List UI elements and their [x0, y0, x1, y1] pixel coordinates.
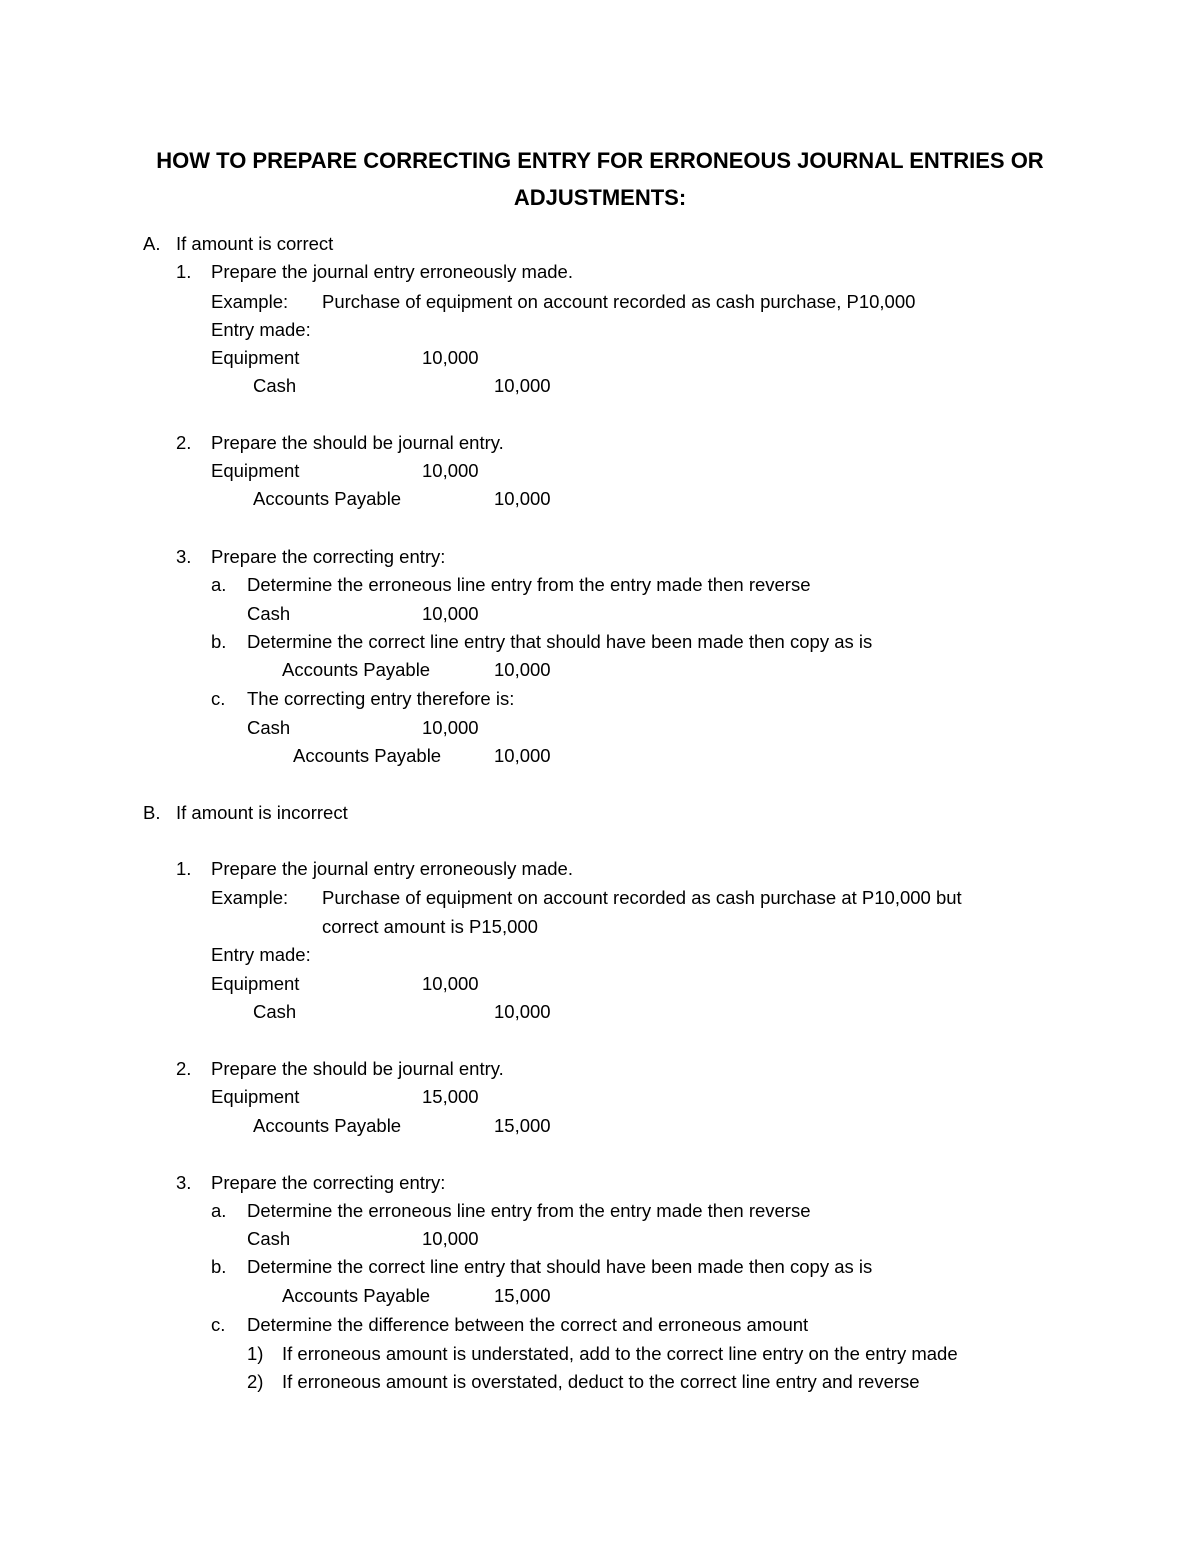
- b2-line2-credit: 15,000: [494, 1115, 551, 1136]
- a2-line2-account: Accounts Payable: [253, 488, 402, 509]
- a-step2-number: 2.: [176, 432, 192, 453]
- b3c-text: Determine the difference between the correct and erroneous amount: [247, 1314, 809, 1335]
- b1-line2-account: Cash: [253, 1001, 297, 1022]
- b3a-marker: a.: [211, 1200, 227, 1221]
- b3a-account: Cash: [247, 1228, 291, 1249]
- section-a-heading: If amount is correct: [176, 233, 334, 254]
- a-example-label: Example:: [211, 291, 289, 312]
- a3a-amount: 10,000: [422, 603, 479, 624]
- a-step2-text: Prepare the should be journal entry.: [211, 432, 504, 453]
- b-example-text-2: correct amount is P15,000: [322, 916, 538, 937]
- b3b-marker: b.: [211, 1256, 227, 1277]
- a3c-text: The correcting entry therefore is:: [247, 688, 515, 709]
- b-step1-number: 1.: [176, 858, 192, 879]
- document-title-line-2: ADJUSTMENTS:: [513, 185, 687, 210]
- a3c-line1-debit: 10,000: [422, 717, 479, 738]
- b3c-sub1-text: If erroneous amount is understated, add to the correct line entry on the entry made: [282, 1343, 958, 1364]
- a2-line1-debit: 10,000: [422, 460, 479, 481]
- a1-line2-credit: 10,000: [494, 375, 551, 396]
- a3b-marker: b.: [211, 631, 227, 652]
- b3c-sub2-marker: 2): [247, 1371, 264, 1392]
- a1-line1-debit: 10,000: [422, 347, 479, 368]
- b3a-text: Determine the erroneous line entry from the entry made then reverse: [247, 1200, 811, 1221]
- a-example-text: Purchase of equipment on account recorded as cash purchase, P10,000: [322, 291, 916, 312]
- b1-line2-credit: 10,000: [494, 1001, 551, 1022]
- b2-line1-debit: 15,000: [422, 1086, 479, 1107]
- b3b-text: Determine the correct line entry that should have been made then copy as is: [247, 1256, 873, 1277]
- b-step3-text: Prepare the correcting entry:: [211, 1172, 446, 1193]
- a3a-account: Cash: [247, 603, 291, 624]
- section-b-marker: B.: [143, 802, 161, 823]
- section-b-heading: If amount is incorrect: [176, 802, 348, 823]
- a3b-text: Determine the correct line entry that should have been made then copy as is: [247, 631, 873, 652]
- b3c-sub2-text: If erroneous amount is overstated, deduct to the correct line entry and reverse: [282, 1371, 920, 1392]
- b3a-amount: 10,000: [422, 1228, 479, 1249]
- a3a-marker: a.: [211, 574, 227, 595]
- b2-line2-account: Accounts Payable: [253, 1115, 402, 1136]
- b1-line1-debit: 10,000: [422, 973, 479, 994]
- b-example-text-1: Purchase of equipment on account recorded as cash purchase at P10,000 but: [322, 887, 962, 908]
- a3c-marker: c.: [211, 688, 226, 709]
- a3c-line2-credit: 10,000: [494, 745, 551, 766]
- a-step1-text: Prepare the journal entry erroneously made.: [211, 261, 573, 282]
- document-title-line-1: HOW TO PREPARE CORRECTING ENTRY FOR ERRONEOUS JOURNAL ENTRIES OR: [156, 148, 1044, 173]
- b-entry-made-label: Entry made:: [211, 944, 311, 965]
- b-step2-number: 2.: [176, 1058, 192, 1079]
- b-step2-text: Prepare the should be journal entry.: [211, 1058, 504, 1079]
- b2-line1-account: Equipment: [211, 1086, 300, 1107]
- a3b-account: Accounts Payable: [282, 659, 431, 680]
- a2-line1-account: Equipment: [211, 460, 300, 481]
- a3c-line2-account: Accounts Payable: [293, 745, 442, 766]
- b3c-marker: c.: [211, 1314, 226, 1335]
- b3b-amount: 15,000: [494, 1285, 551, 1306]
- b3c-sub1-marker: 1): [247, 1343, 264, 1364]
- b-step3-number: 3.: [176, 1172, 192, 1193]
- a3a-text: Determine the erroneous line entry from the entry made then reverse: [247, 574, 811, 595]
- b-example-label: Example:: [211, 887, 289, 908]
- a-step3-text: Prepare the correcting entry:: [211, 546, 446, 567]
- a-step3-number: 3.: [176, 546, 192, 567]
- a1-line1-account: Equipment: [211, 347, 300, 368]
- a3c-line1-account: Cash: [247, 717, 291, 738]
- a2-line2-credit: 10,000: [494, 488, 551, 509]
- b1-line1-account: Equipment: [211, 973, 300, 994]
- section-a-marker: A.: [143, 233, 161, 254]
- b3b-account: Accounts Payable: [282, 1285, 431, 1306]
- b-step1-text: Prepare the journal entry erroneously made.: [211, 858, 573, 879]
- a3b-amount: 10,000: [494, 659, 551, 680]
- a1-line2-account: Cash: [253, 375, 297, 396]
- a-step1-number: 1.: [176, 261, 192, 282]
- a-entry-made-label: Entry made:: [211, 319, 311, 340]
